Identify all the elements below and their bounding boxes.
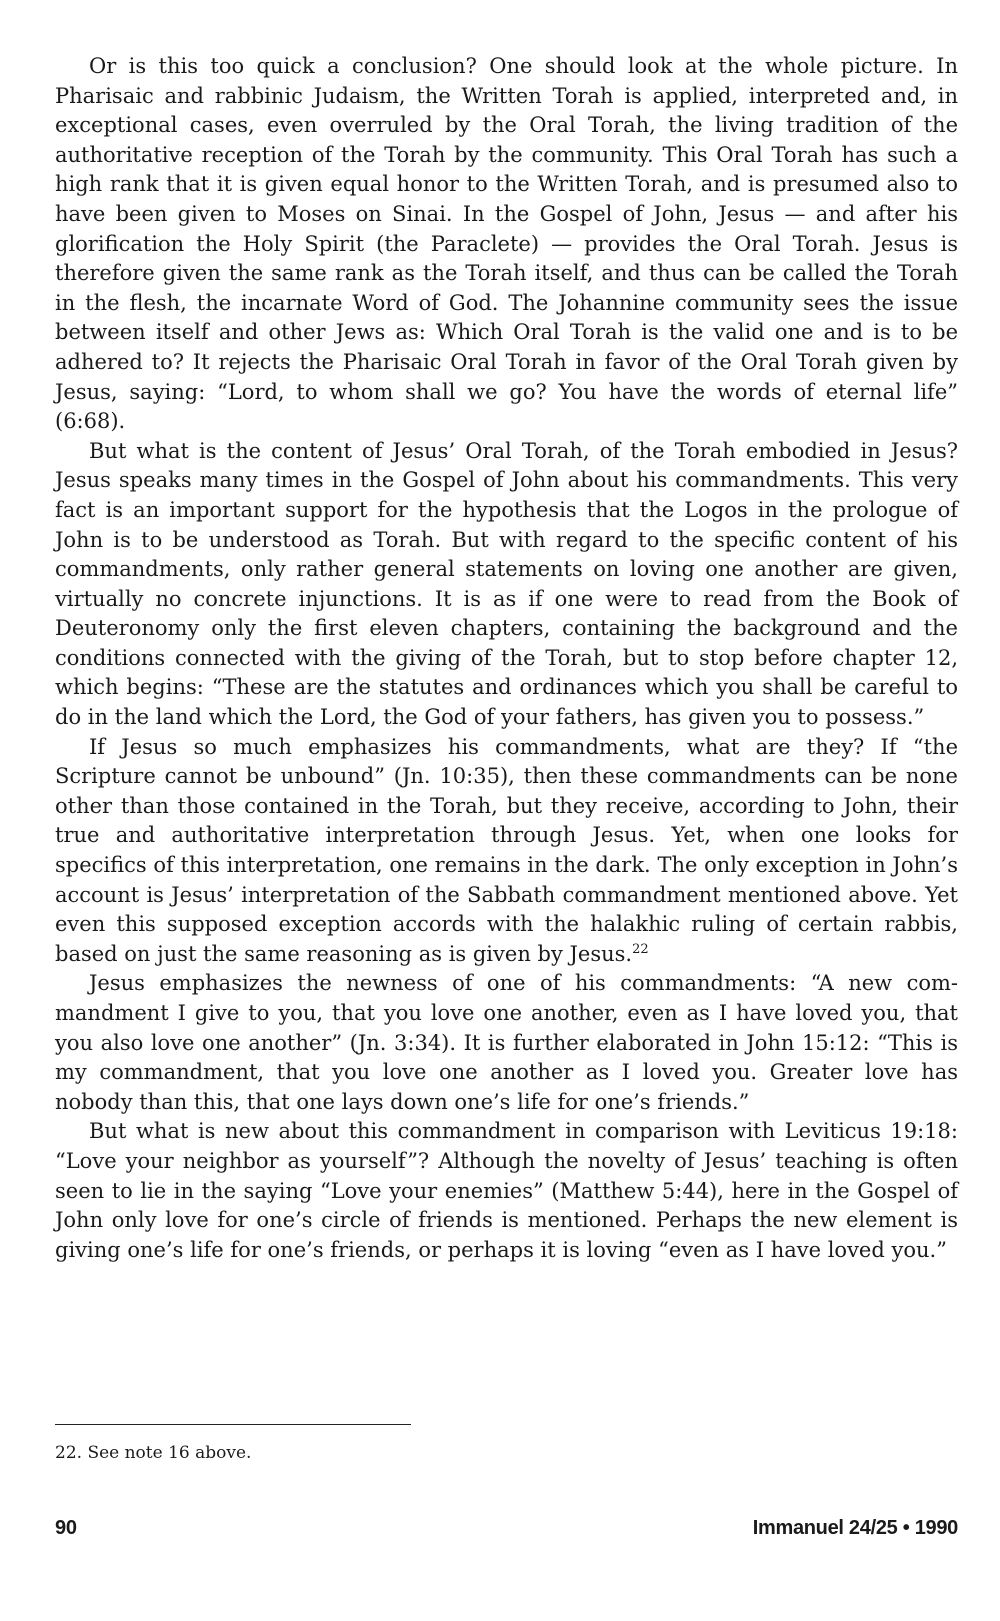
paragraph-3 [55,733,958,970]
paragraph-5: But what is new about this commandment in comparison with Leviticus 19:18: “Love your neighbor as yourself”? Although the novelty of Jesus’ teaching is often seen to lie in the saying “Love your enemies” (Matthew 5:44), here in the Gospel of John only love for one’s circle of friends is mentioned. Perhaps the new element is giving one’s life for one’s friends, or perhaps it is loving “even as I have loved you.” [55,1119,958,1262]
footnote-reference: 22 [632,941,649,957]
page-footer [55,1517,958,1540]
footnote-text: 22. See note 16 above. [55,1443,252,1463]
journal-citation: Immanuel 24/25 • 1990 [752,1517,958,1539]
page-number: 90 [55,1517,77,1539]
paragraph-4: Jesus emphasizes the newness of one of his commandments: “A new commandment I give to you, that you love one another, even as I have loved you, that you also love one another” (Jn. 3:34). It is further elaborated in John 15:12: “This is my commandment, that you love one another as I loved you. Greater love has nobody than this, that one lays down one’s life for one’s friends.” [55,971,958,1114]
footnote-divider [55,1424,411,1425]
paragraph-1: Or is this too quick a conclusion? One should look at the whole picture. In Pharisaic and rabbinic Judaism, the Written Torah is applied, interpreted and, in exceptional cases, even overruled by the Oral Torah, the living tradition of the authoritative reception of the Torah by the community. This Oral Torah has such a high rank that it is given equal honor to the Written Torah, and is presumed also to have been given to Moses on Sinai. In the Gospel of John, Jesus — and after his glorification the Holy Spirit (the Paraclete) — provides the Oral Torah. Jesus is therefore given the same rank as the Torah itself, and thus can be called the Torah in the flesh, the incarnate Word of God. The Johannine community sees the issue between itself and other Jews as: Which Oral Torah is the valid one and is to be adhered to? It rejects the Pharisaic Oral Torah in favor of the Oral Torah given by Jesus, saying: “Lord, to whom shall we go? You have the words of eternal life” (6:68). [55,54,958,434]
paragraph-3-text: If Jesus so much emphasizes his commandments, what are they? If “the Scripture cannot be unbound” (Jn. 10:35), then these commandments can be none other than those contained in the Torah, but they receive, according to John, their true and authoritative interpretation through Jesus. Yet, when one looks for specifics of this interpretation, one remains in the dark. The only exception in John’s account is Jesus’ interpretation of the Sabbath commandment mentioned above. Yet even this supposed exception accords with the halakhic ruling of certain rabbis, based on just the same reasoning as is given by Jesus. [55,734,958,966]
paragraph-2: But what is the content of Jesus’ Oral Torah, of the Torah embodied in Jesus? Jesus speaks many times in the Gospel of John about his commandments. This very fact is an important support for the hypothesis that the Logos in the prologue of John is to be understood as Torah. But with regard to the specific content of his commandments, only rather general statements on loving one another are given, virtually no concrete injunctions. It is as if one were to read from the Book of Deuteronomy only the first eleven chapters, containing the background and the conditions connected with the giving of the Torah, but to stop before chapter 12, which begins: “These are the statutes and ordinances which you shall be careful to do in the land which the Lord, the God of your fathers, has given you to possess.” [55,438,958,730]
page-body [55,52,958,1265]
